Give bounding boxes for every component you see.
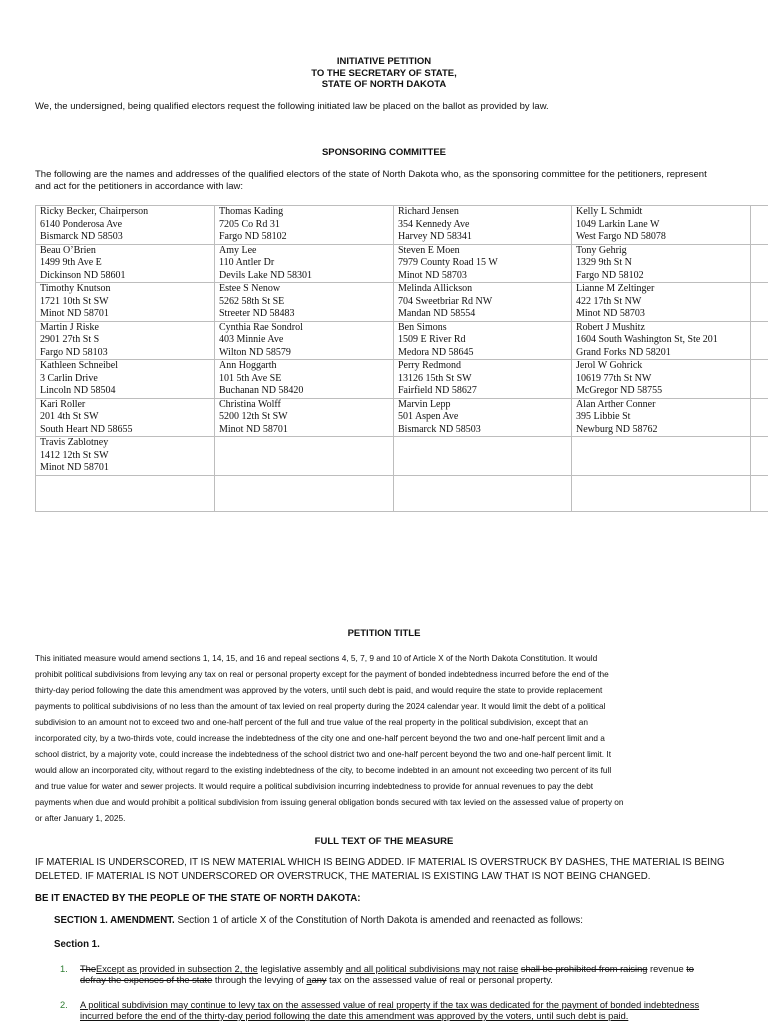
member-city: South Heart ND 58655	[40, 423, 133, 435]
measure-line: and true value for water and sewer projects. It would require a political subdivision incurring indebtedness to provide for annual revenues to pay the debt	[35, 781, 594, 791]
section-heading: Section 1.	[54, 939, 100, 950]
member-street: 1509 E River Rd	[398, 334, 466, 345]
petition-header-line3: STATE OF NORTH DAKOTA	[321, 79, 447, 90]
committee-member-cell	[394, 360, 572, 399]
committee-member-cell	[394, 244, 572, 283]
member-street: 7979 County Road 15 W	[398, 257, 498, 268]
member-city: Minot ND 58701	[40, 462, 109, 473]
measure-line: subdivision to an amount not to exceed two and one-half percent of the full and true value of the real property in the political subdivision, except that an	[35, 717, 589, 727]
committee-member-cell	[572, 437, 751, 476]
member-street: 5200 12th St SW	[219, 411, 288, 422]
committee-member-cell	[215, 398, 394, 437]
member-name: Lianne M Zeltinger	[576, 283, 655, 294]
member-city: Fargo ND 58103	[40, 346, 108, 358]
member-city: Dickinson ND 58601	[40, 269, 126, 281]
member-name: Kelly L Schmidt	[576, 206, 643, 217]
table-cell-empty	[751, 244, 768, 283]
member-name: Ben Simons	[398, 321, 447, 333]
member-name: Kathleen Schneibel	[40, 360, 119, 371]
member-name: Cynthia Rae Sondrol	[219, 321, 303, 333]
committee-member-cell	[215, 283, 394, 322]
measure-line: prohibit political subdivisions from levying any tax on real or personal property except for the payment of bonded indebtedness incurred before the end of the	[35, 669, 609, 679]
member-street: 704 Sweetbriar Rd NW	[398, 295, 493, 307]
section1-label: SECTION 1. AMENDMENT.	[54, 915, 175, 926]
committee-member-cell	[36, 283, 215, 322]
committee-member-cell	[36, 360, 215, 399]
item-number: 2.	[60, 1000, 68, 1010]
member-city: Bismarck ND 58503	[398, 423, 481, 435]
petition-title-text	[35, 650, 735, 826]
item-number: 1.	[60, 964, 68, 974]
member-city: West Fargo ND 58078	[576, 231, 666, 242]
measure-line: or after January 1, 2025.	[35, 813, 126, 823]
committee-member-cell	[572, 398, 751, 437]
committee-member-cell	[394, 437, 572, 476]
member-name: Ricky Becker, Chairperson	[40, 206, 149, 217]
committee-member-cell	[394, 398, 572, 437]
committee-member-cell	[394, 206, 572, 245]
table-cell-empty	[751, 360, 768, 399]
member-name: Christina Wolff	[219, 398, 281, 410]
measure-line: incorporated city, by a two-thirds vote, could increase the indebtedness of the city one and one-half percent beyond the two and one-half percent limit and a	[35, 733, 605, 743]
plain-text: through the levying of	[212, 975, 307, 985]
member-street: 1499 9th Ave E	[40, 257, 102, 268]
table-row	[36, 398, 768, 437]
table-cell-empty	[751, 206, 768, 245]
member-street: 395 Libbie St	[576, 411, 631, 422]
committee-member-cell	[36, 244, 215, 283]
table-row	[36, 283, 768, 322]
member-city: Harvey ND 58341	[398, 231, 472, 242]
committee-member-cell	[215, 244, 394, 283]
member-street: 354 Kennedy Ave	[398, 218, 470, 230]
committee-member-cell	[394, 321, 572, 360]
petition-title-heading: PETITION TITLE	[347, 628, 421, 639]
member-street: 5262 58th St SE	[219, 295, 285, 307]
member-city: Newburg ND 58762	[576, 423, 658, 435]
full-text-heading: FULL TEXT OF THE MEASURE	[314, 836, 454, 847]
underscored-text: a	[306, 975, 312, 985]
member-name: Robert J Mushitz	[576, 321, 645, 333]
member-city: Grand Forks ND 58201	[576, 346, 671, 358]
member-name: Tony Gehrig	[576, 244, 627, 256]
member-street: 10619 77th St NW	[576, 372, 652, 384]
member-name: Perry Redmond	[398, 360, 462, 371]
member-name: Marvin Lepp	[398, 398, 451, 410]
member-street: 1412 12th St SW	[40, 449, 109, 461]
committee-member-cell	[394, 283, 572, 322]
member-city: Streeter ND 58483	[219, 308, 295, 319]
committee-member-cell	[215, 206, 394, 245]
measure-line: school district, by a majority vote, could increase the indebtedness of the school district two and one-half percent beyond the two and one-half percent limit. It	[35, 749, 612, 759]
committee-member-cell	[36, 321, 215, 360]
table-row	[36, 475, 768, 511]
member-street: 201 4th St SW	[40, 411, 99, 422]
committee-member-cell	[572, 321, 751, 360]
member-street: 501 Aspen Ave	[398, 411, 459, 422]
table-row	[36, 360, 768, 399]
member-city: Minot ND 58701	[40, 308, 109, 319]
member-name: Beau O’Brien	[40, 244, 96, 256]
table-row	[36, 437, 768, 476]
measure-line: payments to political subdivisions of no less than the amount of tax levied on real property during the 2024 calendar year. It would limit the debt of a political	[35, 701, 606, 711]
plain-text: tax on the assessed value of real or personal property.	[326, 975, 553, 985]
member-name: Kari Roller	[40, 398, 86, 410]
list-item-2	[60, 1000, 740, 1022]
committee-member-cell	[36, 206, 215, 245]
underscored-text: incurred before the end of the thirty-day period following the date this amendment was approved by the voters, until such debt is paid.	[80, 1011, 629, 1021]
committee-member-cell	[572, 206, 751, 245]
measure-line: payments when due and would prohibit a political subdivision from issuing general obligation bonds secured with tax levied on the assessed value of property on	[35, 797, 624, 807]
member-city: Minot ND 58703	[398, 269, 467, 281]
committee-member-cell	[572, 244, 751, 283]
member-name: Melinda Allickson	[398, 283, 473, 294]
member-city: Mandan ND 58554	[398, 308, 476, 319]
plain-text: legislative assembly	[257, 964, 346, 974]
committee-member-cell	[36, 475, 215, 511]
petition-header-line2: TO THE SECRETARY OF STATE,	[311, 68, 457, 79]
member-city: Buchanan ND 58420	[219, 385, 304, 396]
member-street: 1049 Larkin Lane W	[576, 218, 660, 230]
struck-text: defray the expenses of the state	[80, 975, 213, 985]
member-name: Ann Hoggarth	[219, 360, 277, 371]
member-street: 403 Minnie Ave	[219, 334, 284, 345]
member-city: Minot ND 58701	[219, 423, 288, 435]
member-city: Devils Lake ND 58301	[219, 269, 313, 281]
notice-line2: DELETED. IF MATERIAL IS NOT UNDERSCORED OR OVERSTRUCK, THE MATERIAL IS EXISTING LAW THAT IS NOT BEING CHANGED.	[35, 871, 651, 882]
member-city: Lincoln ND 58504	[40, 385, 116, 396]
member-city: Minot ND 58703	[576, 308, 645, 319]
member-street: 110 Antler Dr	[219, 257, 275, 268]
member-name: Jerol W Gohrick	[576, 360, 643, 371]
member-name: Steven E Moen	[398, 244, 460, 256]
member-city: Wilton ND 58579	[219, 346, 291, 358]
committee-member-cell	[215, 321, 394, 360]
measure-line: This initiated measure would amend sections 1, 14, 15, and 16 and repeal sections 4, 5, 7, 9 and 10 of Article X of the North Dakota Constitution. It would	[35, 653, 598, 663]
underscored-text: and all political subdivisions may not raise	[345, 964, 519, 974]
committee-member-cell	[36, 437, 215, 476]
table-cell-empty	[751, 321, 768, 360]
member-street: 422 17th St NW	[576, 295, 642, 307]
member-street: 1329 9th St N	[576, 257, 632, 268]
member-name: Alan Arther Conner	[576, 398, 656, 410]
member-street: 1721 10th St SW	[40, 295, 109, 307]
member-city: Bismarck ND 58503	[40, 231, 123, 242]
member-name: Martin J Riske	[40, 321, 99, 333]
enacting-clause: BE IT ENACTED BY THE PEOPLE OF THE STATE OF NORTH DAKOTA:	[35, 893, 361, 904]
struck-text: to	[686, 964, 694, 974]
struck-text: The	[80, 964, 97, 974]
committee-member-cell	[36, 398, 215, 437]
section1-text: Section 1 of article X of the Constitution of North Dakota is amended and reenacted as follows:	[174, 915, 583, 926]
underscored-text: A political subdivision may continue to levy tax on the assessed value of real property if the tax was dedicated for the payment of bonded indebtedness	[80, 1000, 700, 1010]
committee-description: The following are the names and addresses of the qualified electors of the state of North Dakota who, as the sponsoring committee for the petitioners, represent and act for the petitioners in accordance with law:	[35, 169, 707, 192]
member-street: 1604 South Washington St, Ste 201	[576, 334, 718, 345]
member-name: Amy Lee	[219, 244, 257, 256]
member-city: Medora ND 58645	[398, 346, 474, 358]
section1-amendment	[54, 915, 754, 927]
member-name: Thomas Kading	[219, 206, 284, 217]
member-city: Fairfield ND 58627	[398, 385, 477, 396]
table-cell-empty	[751, 437, 768, 476]
plain-text: revenue	[647, 964, 687, 974]
committee-member-cell	[215, 437, 394, 476]
member-city: McGregor ND 58755	[576, 385, 663, 396]
table-cell-empty	[751, 398, 768, 437]
struck-text: shall be prohibited from raising	[520, 964, 648, 974]
committee-member-cell	[215, 475, 394, 511]
table-row	[36, 206, 768, 245]
committee-member-cell	[572, 475, 751, 511]
member-name: Richard Jensen	[398, 206, 459, 217]
struck-text: any	[311, 975, 327, 985]
member-name: Travis Zablotney	[40, 437, 109, 448]
member-city: Fargo ND 58102	[576, 269, 644, 281]
committee-member-cell	[572, 360, 751, 399]
member-street: 101 5th Ave SE	[219, 372, 282, 384]
member-street: 7205 Co Rd 31	[219, 218, 280, 230]
member-street: 13126 15th St SW	[398, 372, 472, 384]
member-street: 3 Carlin Drive	[40, 372, 98, 384]
underscored-text: Except as provided in subsection 2, the	[96, 964, 258, 974]
list-item-1	[60, 964, 740, 986]
member-city: Fargo ND 58102	[219, 231, 287, 242]
sponsoring-committee-heading: SPONSORING COMMITTEE	[321, 147, 447, 158]
petition-header-line1: INITIATIVE PETITION	[336, 56, 432, 67]
intro-paragraph: We, the undersigned, being qualified electors request the following initiated law be placed on the ballot as provided by law.	[35, 101, 549, 112]
table-row	[36, 244, 768, 283]
table-row	[36, 321, 768, 360]
committee-member-cell	[394, 475, 572, 511]
notice-line1: IF MATERIAL IS UNDERSCORED, IT IS NEW MATERIAL WHICH IS BEING ADDED. IF MATERIAL IS OVERSTRUCK BY DASHES, THE MATERIAL IS BEING	[35, 857, 725, 868]
member-street: 2901 27th St S	[40, 334, 100, 345]
table-cell-empty	[751, 475, 768, 511]
committee-member-cell	[215, 360, 394, 399]
member-name: Timothy Knutson	[40, 283, 111, 294]
measure-line: would allow an incorporated city, without regard to the existing indebtedness of the city, to become indebted in an amount not exceeding two percent of its full	[35, 765, 612, 775]
table-cell-empty	[751, 283, 768, 322]
committee-member-cell	[572, 283, 751, 322]
measure-line: thirty-day period following the date this amendment was approved by the voters, until such debt is paid, and would require the state to provide replacement	[35, 685, 603, 695]
member-name: Estee S Nenow	[219, 283, 281, 294]
member-street: 6140 Ponderosa Ave	[40, 218, 123, 230]
committee-table	[35, 205, 768, 512]
